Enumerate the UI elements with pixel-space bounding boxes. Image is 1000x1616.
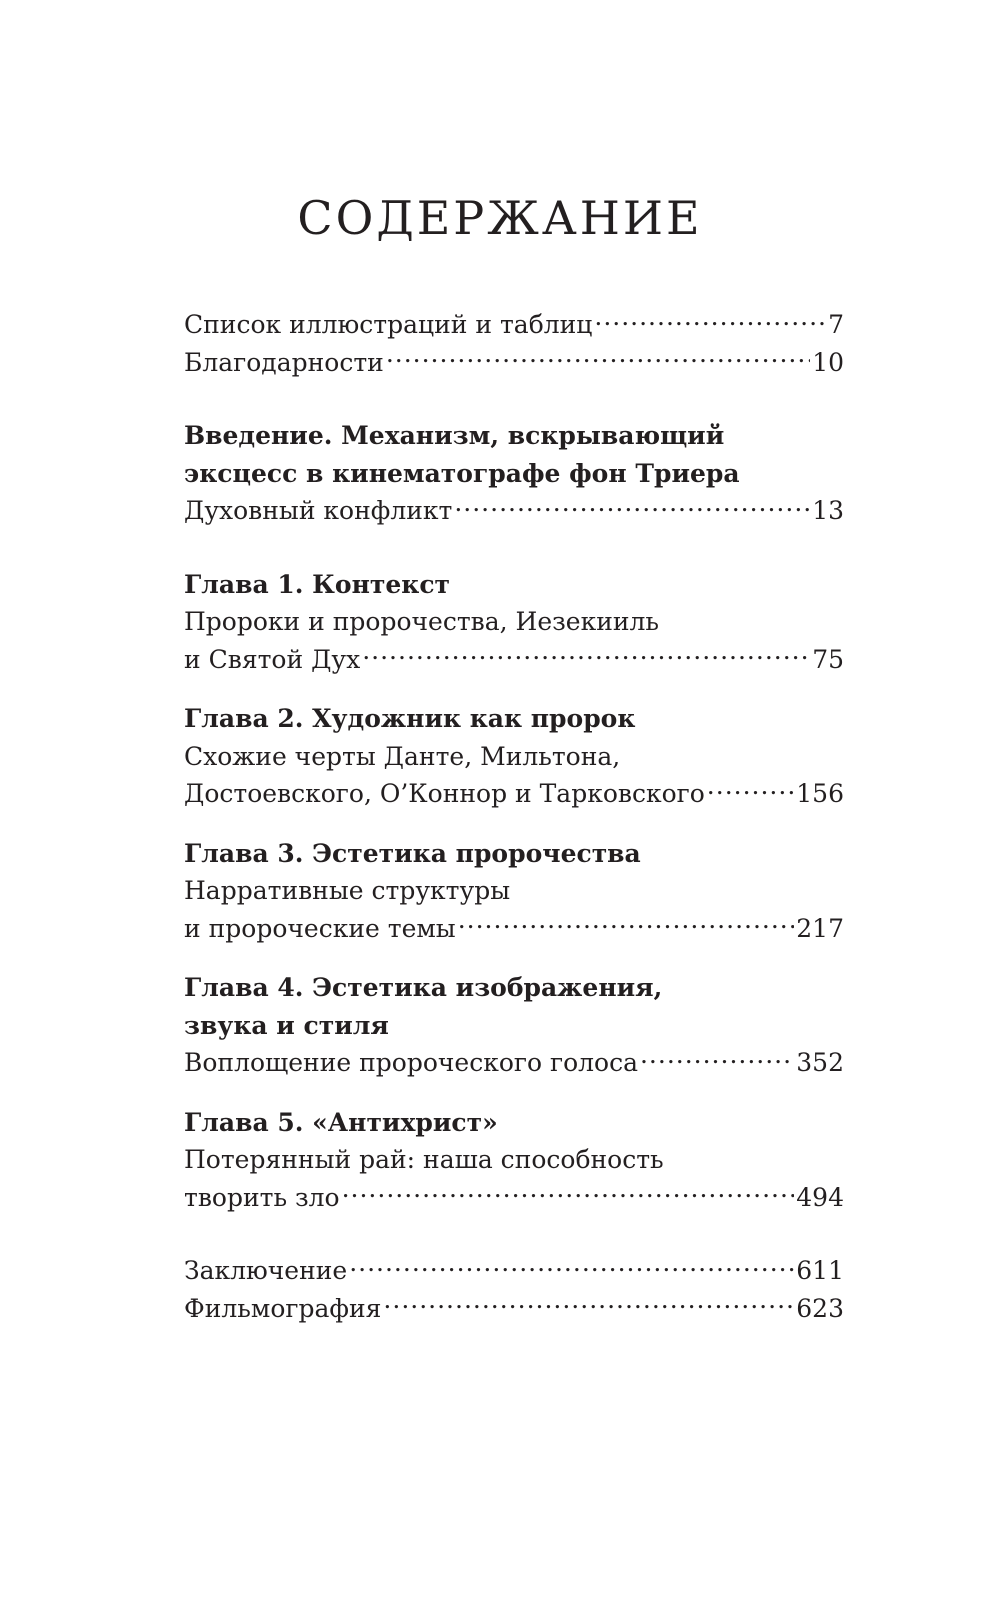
toc-section-chapter-1[interactable]: [184, 566, 844, 679]
toc-entry-text: Схожие черты Данте, Мильтона,: [184, 741, 621, 771]
toc-entry-acknowledgements[interactable]: [184, 344, 844, 382]
toc-entry-illustrations[interactable]: [184, 306, 844, 344]
toc-entry-text: Нарративные структуры: [184, 876, 511, 905]
section-heading: Глава 5. «Антихрист»: [184, 1107, 498, 1137]
toc-entry: [184, 775, 844, 813]
toc-entry: [184, 641, 844, 679]
dot-leader: [640, 1046, 794, 1071]
toc-entry-text: и пророческие темы: [184, 913, 456, 943]
section-heading: Глава 1. Контекст: [184, 569, 451, 599]
toc-page-number: 10: [812, 347, 844, 377]
toc-entry-text: творить зло: [184, 1182, 340, 1212]
toc-entry-text: Фильмография: [184, 1293, 382, 1323]
toc-entry-conclusion[interactable]: [184, 1252, 844, 1290]
toc-page-number: 7: [828, 310, 844, 339]
toc-page-number: 352: [796, 1048, 844, 1077]
toc-entry: [184, 1044, 844, 1082]
table-of-contents: [184, 306, 844, 1327]
toc-section-chapter-3[interactable]: [184, 835, 844, 948]
dot-leader: [342, 1181, 795, 1206]
toc-page-number: 217: [796, 913, 844, 943]
toc-entry-text: Пророки и пророчества, Иезекииль: [184, 607, 660, 636]
section-heading: Глава 3. Эстетика пророчества: [184, 838, 641, 868]
dot-leader: [386, 346, 810, 371]
toc-page-number: 156: [796, 779, 844, 808]
toc-entry: [184, 1179, 844, 1217]
toc-entry-text: Воплощение пророческого голоса: [184, 1048, 638, 1077]
toc-entry-text: Благодарности: [184, 347, 384, 377]
toc-page-number: 494: [796, 1182, 844, 1212]
toc-entry-text: Духовный конфликт: [184, 496, 453, 525]
section-heading: Глава 2. Художник как пророк: [184, 704, 636, 733]
dot-leader: [454, 494, 810, 519]
toc-entry: [184, 492, 844, 530]
toc-page-number: 611: [796, 1256, 844, 1285]
toc-page-number: 13: [812, 496, 844, 525]
toc-section-introduction[interactable]: [184, 417, 844, 530]
toc-section-chapter-5[interactable]: [184, 1104, 844, 1217]
toc-entry: [184, 910, 844, 948]
toc-entry-text: Заключение: [184, 1256, 348, 1285]
toc-entry-text: Потерянный рай: наша способность: [184, 1145, 664, 1174]
section-heading: Глава 4. Эстетика изображения,: [184, 973, 663, 1002]
section-heading: эксцесс в кинематографе фон Триера: [184, 458, 740, 488]
dot-leader: [362, 643, 810, 668]
toc-page-number: 75: [812, 644, 844, 674]
dot-leader: [349, 1254, 794, 1279]
dot-leader: [594, 308, 826, 333]
dot-leader: [707, 777, 794, 802]
dot-leader: [458, 912, 795, 937]
toc-entry-text: Список иллюстраций и таблиц: [184, 310, 593, 339]
toc-section-chapter-4[interactable]: [184, 969, 844, 1082]
section-heading: звука и стиля: [184, 1010, 389, 1040]
toc-page-number: 623: [796, 1293, 844, 1323]
toc-entry-text: и Святой Дух: [184, 644, 361, 674]
toc-entry-filmography[interactable]: [184, 1290, 844, 1328]
section-heading: Введение. Механизм, вскрывающий: [184, 421, 725, 450]
toc-entry-text: Достоевского, О’Коннор и Тарковского: [184, 779, 705, 808]
dot-leader: [383, 1292, 794, 1317]
toc-section-chapter-2[interactable]: [184, 700, 844, 813]
page-title: СОДЕРЖАНИЕ: [297, 191, 703, 245]
